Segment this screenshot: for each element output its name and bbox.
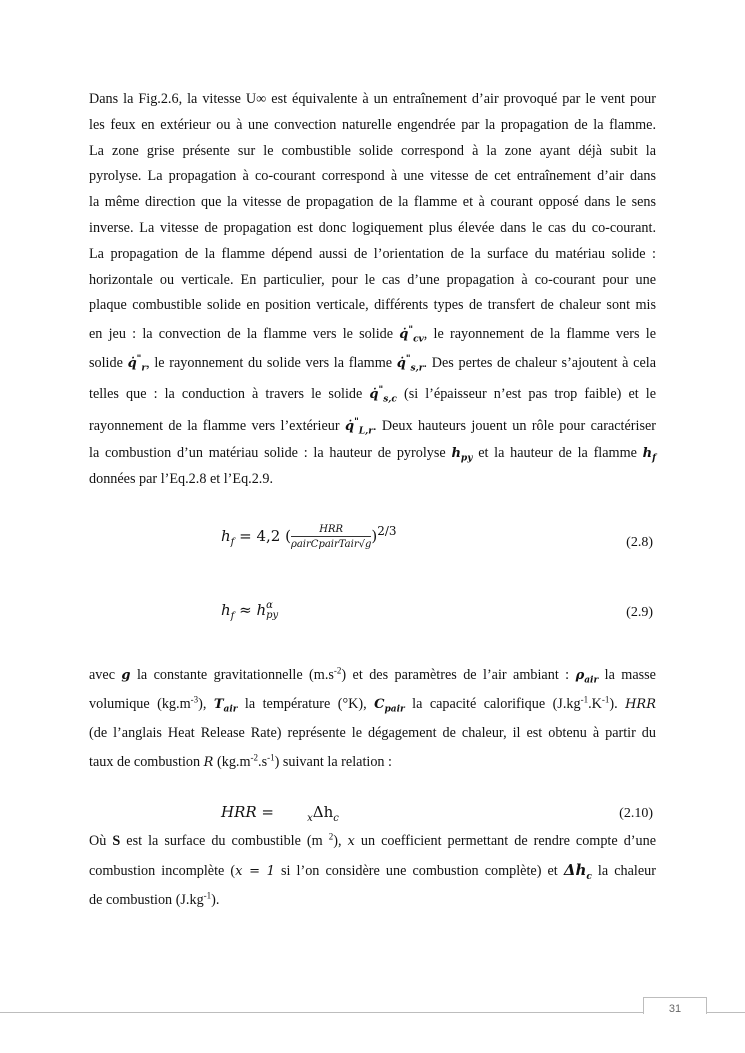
superscript: -1 <box>267 752 275 763</box>
eq-rhs: Δh <box>312 803 334 821</box>
flux-q-cv <box>399 325 424 345</box>
text-fragment: .s <box>258 754 268 770</box>
symbol-h-py <box>451 446 473 464</box>
equation-number: (2.10) <box>619 806 653 821</box>
text-line: les feux en extérieur ou à une convection naturelle engendrée par la propagation de la flamme. <box>89 116 656 133</box>
double-prime: " <box>405 354 411 365</box>
expr-x-equals-1: x = 1 <box>235 864 275 879</box>
eq-lhs: h <box>221 527 231 545</box>
text-line <box>89 414 656 440</box>
superscript: -1 <box>580 694 589 705</box>
text-fragment: taux de combustion <box>89 754 204 770</box>
text-fragment: la combustion d’un matériau solide : la hauteur de pyrolyse <box>89 445 452 462</box>
symbol-q: q̇ <box>399 327 409 343</box>
text-fragment: (kg.m <box>213 754 251 770</box>
equation-number: (2.9) <box>626 605 653 620</box>
symbol-delta-hc <box>563 861 592 882</box>
text-line: inverse. La vitesse de propagation est donc logiquement plus élevée dans le cas du co-courant. <box>89 219 656 236</box>
symbol-delta-h: Δh <box>563 861 587 879</box>
text-fragment: en jeu : la convection de la flamme vers le solide <box>89 326 400 343</box>
subscript-sc: s,c <box>383 394 397 405</box>
eq-operator: ≈ h <box>239 601 267 619</box>
eq-fraction <box>291 524 371 550</box>
flux-q-sr <box>396 354 424 374</box>
symbol-q: q̇ <box>344 418 355 434</box>
text-fragment: la masse <box>598 667 656 683</box>
symbol-x: x <box>347 834 355 849</box>
text-line: données par l’Eq.2.8 et l’Eq.2.9. <box>89 471 273 488</box>
text-fragment: est la surface du combustible (m <box>120 833 329 849</box>
superscript: -3 <box>190 694 199 705</box>
eq-lhs: h <box>221 601 231 619</box>
equation-number: (2.8) <box>626 535 653 550</box>
text-fragment: la température (°K), <box>237 696 375 712</box>
text-fragment: Où <box>89 833 113 849</box>
text-line: (de l’anglais Heat Release Rate) représente le dégagement de chaleur, il est obtenu à partir du <box>89 725 656 741</box>
double-prime: " <box>378 385 384 396</box>
symbol-g: g <box>121 668 131 683</box>
text-line: La zone grise présente sur le combustible solide correspond à la zone ayant déjà subit la <box>89 142 656 159</box>
equation-2-9 <box>221 601 278 621</box>
superscript: -1 <box>601 694 610 705</box>
paragraph-air-parameters <box>89 661 656 777</box>
text-line <box>89 886 656 915</box>
text-fragment: rayonnement de la flamme vers l’extérieur <box>89 417 345 434</box>
text-line <box>89 856 656 886</box>
symbol-t-air <box>213 697 238 715</box>
text-line: Dans la Fig.2.6, la vitesse U∞ est équivalente à un entraînement d’air provoqué par le vent pour <box>89 91 656 107</box>
text-fragment: si l’on considère une combustion complète) et <box>274 863 564 879</box>
text-fragment: volumique (kg.m <box>89 696 191 712</box>
text-line <box>89 351 656 377</box>
subscript-air: air <box>223 704 238 715</box>
text-fragment: la capacité calorifique (J.kg <box>404 696 581 712</box>
symbol-r: R <box>203 755 214 770</box>
eq-rhs-subscript: c <box>333 813 339 824</box>
text-fragment: un coefficient permettant de rendre compte d’une <box>354 833 656 849</box>
subscript-lr: L,r <box>358 426 373 437</box>
subscript-cv: cv <box>413 334 424 345</box>
text-fragment: ) et des paramètres de l’air ambiant : <box>341 667 576 683</box>
symbol-h: h <box>451 446 461 462</box>
text-fragment: . Deux hauteurs jouent un rôle pour caractériser <box>372 417 656 434</box>
symbol-s: S <box>112 833 121 849</box>
text-fragment: . Des pertes de chaleur s’ajoutent à cela <box>423 354 656 371</box>
double-prime: " <box>136 354 142 365</box>
paragraph-combustion-terms <box>89 827 656 915</box>
subscript-f: f <box>652 453 656 464</box>
symbol-q: q̇ <box>396 355 406 371</box>
symbol-rho: ρ <box>575 668 585 683</box>
eq-rhs-prefix: = 4,2 ( <box>239 527 291 545</box>
text-fragment: .K <box>588 696 602 712</box>
symbol-c-pair <box>374 697 405 715</box>
text-fragment: la chaleur <box>591 863 656 879</box>
symbol-h: h <box>642 446 653 462</box>
flux-q-lr <box>344 417 373 437</box>
equation-2-10 <box>221 803 339 824</box>
text-fragment: telles que : la conduction à travers le solide <box>89 385 370 402</box>
subscript-r: r <box>141 363 147 374</box>
text-fragment: ), <box>333 833 348 849</box>
text-line <box>89 748 656 777</box>
text-line: la même direction que la vitesse de propagation de la flamme et à courant opposé dans le sens <box>89 194 656 211</box>
text-line <box>89 690 656 719</box>
eq-superscript: α <box>266 600 273 611</box>
symbol-q: q̇ <box>127 355 137 371</box>
text-line: La propagation de la flamme dépend aussi de l’orientation de la surface du matériau solide : <box>89 245 656 262</box>
subscript-air: air <box>584 675 599 686</box>
eq-lhs: HRR = <box>221 803 275 821</box>
subscript-sr: s,r <box>410 363 424 374</box>
subscript-py: py <box>460 453 473 464</box>
text-line: plaque combustible solide en position verticale, différents types de transfert de chaleur sont mis <box>89 297 656 314</box>
subscript-pair: pair <box>384 704 405 715</box>
text-fragment: ) suivant la relation : <box>274 754 393 770</box>
flux-q-sc <box>369 385 397 405</box>
eq-rhs-suffix: ) <box>371 527 378 545</box>
page-number: 31 <box>643 997 707 1014</box>
symbol-h-f <box>642 446 656 464</box>
text-line <box>89 661 656 690</box>
text-line <box>89 827 656 856</box>
symbol-t: T <box>213 697 224 712</box>
text-line <box>89 382 656 408</box>
text-fragment: , le rayonnement de la flamme vers le <box>423 326 657 343</box>
superscript: -1 <box>203 890 212 901</box>
symbol-hrr: HRR <box>625 697 656 712</box>
text-fragment: de combustion (J.kg <box>89 892 204 908</box>
superscript: -2 <box>250 752 259 763</box>
flux-q-r <box>127 354 147 374</box>
superscript: -2 <box>333 665 342 676</box>
text-fragment: combustion incomplète ( <box>89 863 236 879</box>
text-fragment: la constante gravitationnelle (m.s <box>130 667 334 683</box>
eq-denominator: ρairCpairTair√g <box>290 539 372 550</box>
symbol-rho-air <box>575 668 599 686</box>
text-line <box>89 322 656 348</box>
superscript: 2 <box>328 831 334 842</box>
text-fragment: solide <box>89 354 128 371</box>
eq-subscript-x: x <box>307 813 313 824</box>
eq-lhs-subscript: f <box>230 611 235 622</box>
eq-lhs-subscript: f <box>230 537 235 548</box>
eq-exponent: 2/3 <box>377 524 397 538</box>
text-fragment: avec <box>89 667 122 683</box>
text-line <box>89 441 656 467</box>
eq-numerator: HRR <box>291 524 371 537</box>
equation-2-8 <box>221 524 397 550</box>
eq-subscript: py <box>266 610 279 621</box>
text-line: pyrolyse. La propagation à co-courant correspond à une vitesse de cet entraînement d’air dans <box>89 168 656 185</box>
symbol-c: C <box>374 697 385 712</box>
text-line: horizontale ou verticale. En particulier, pour le cas d’une propagation à co-courant pour une <box>89 271 656 288</box>
double-prime: " <box>354 417 359 428</box>
text-fragment: ). <box>211 892 220 908</box>
text-fragment: et la hauteur de la flamme <box>472 445 643 462</box>
subscript-c: c <box>586 872 592 882</box>
text-fragment: ). <box>609 696 626 712</box>
paragraph-flame-propagation <box>89 87 656 493</box>
double-prime: " <box>408 325 414 336</box>
text-fragment: , le rayonnement du solide vers la flamme <box>146 354 397 371</box>
text-fragment: ), <box>198 696 214 712</box>
symbol-q: q̇ <box>369 386 379 402</box>
text-fragment: (si l’épaisseur n’est pas trop faible) et le <box>396 385 657 402</box>
footer-rule <box>0 1012 745 1013</box>
